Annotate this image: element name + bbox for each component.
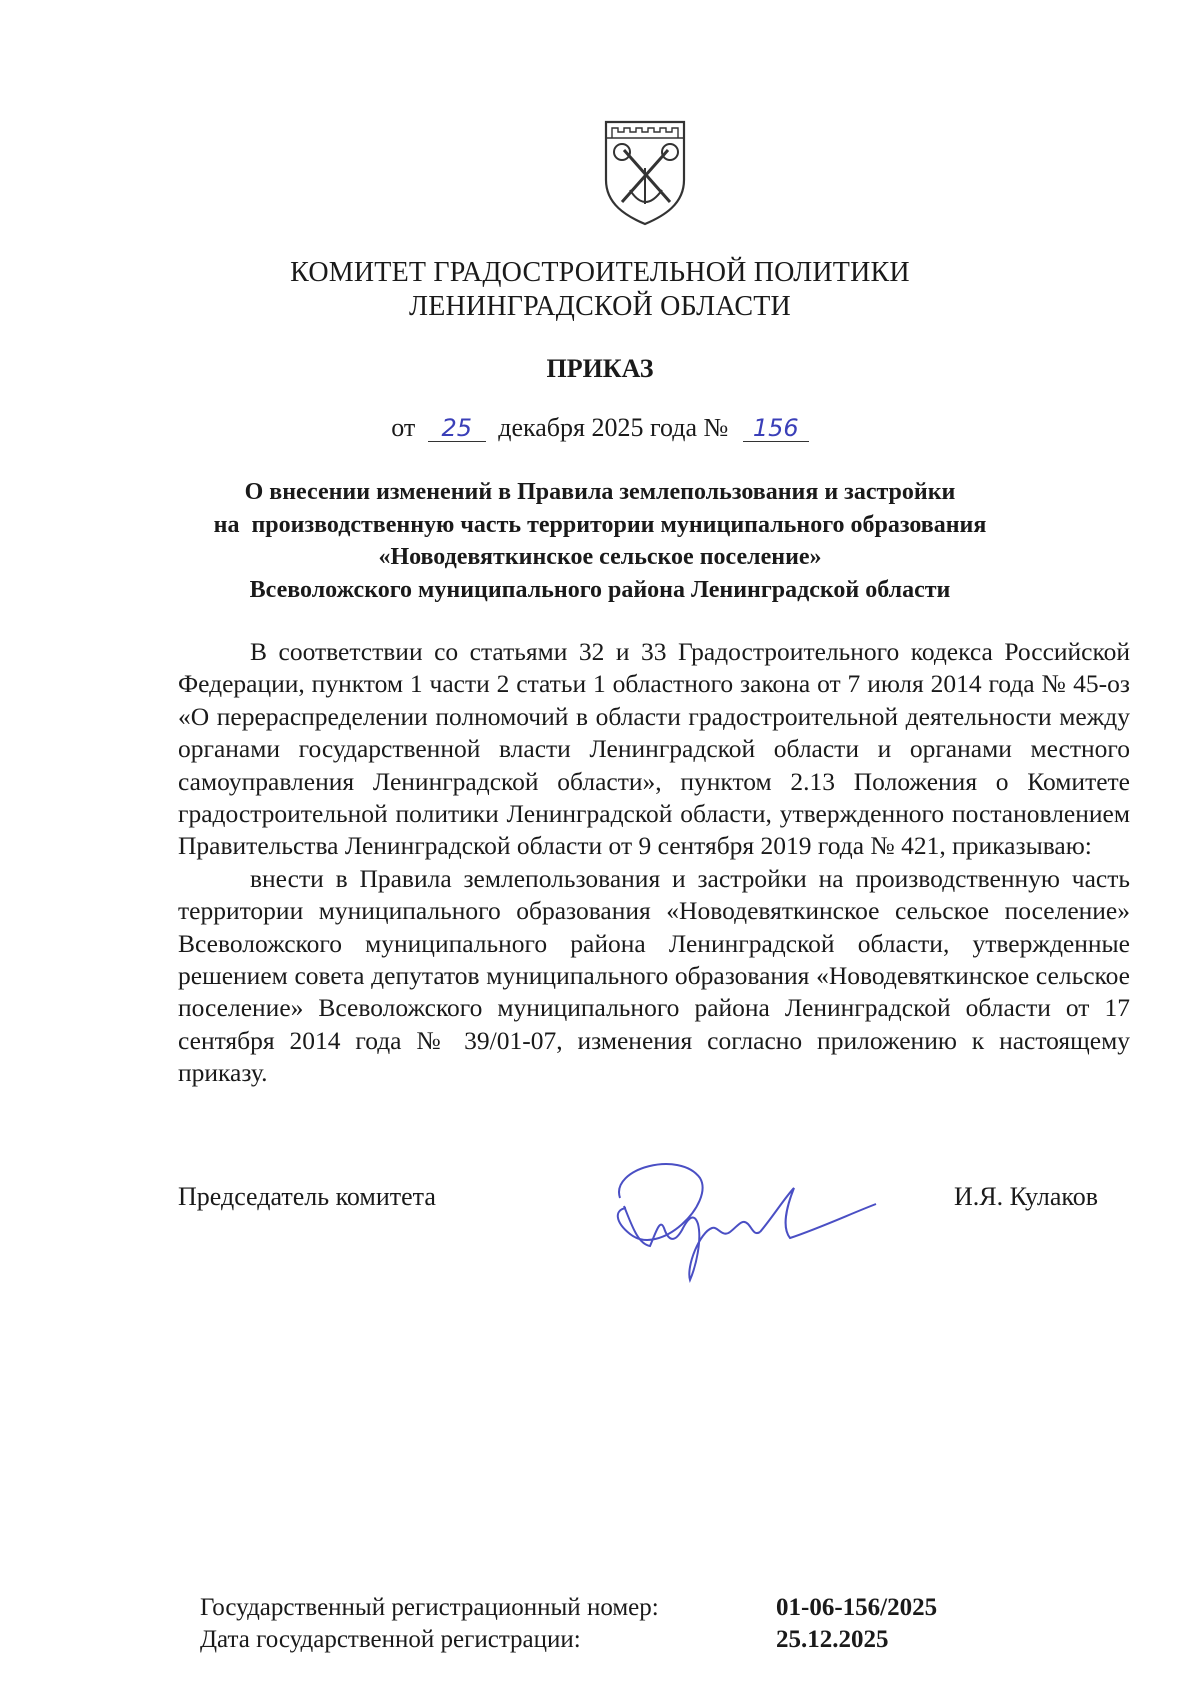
registration-number-label: Государственный регистрационный номер:	[200, 1594, 659, 1621]
document-type-title: ПРИКАЗ	[546, 354, 654, 383]
subject-line-3: «Новодевяткинское сельское поселение»	[378, 544, 822, 570]
registration-number-value: 01-06-156/2025	[776, 1594, 938, 1621]
body-paragraph-legal-basis: В соответствии со статьями 32 и 33 Градостроительного кодекса Российской Федерации, пунктом 1 части 2 статьи 1 областного закона от 7 июля 2014 года № 45-оз «О перераспределении полномочий в области градостроительной деятельности между органами государственной власти Ленинградской области и органами местного самоуправления Ленинградской области», пунктом 2.13 Положения о Комитете градостроительной политики Ленинградской области, утвержденного постановлением Правительства Ленинградской области от 9 сентября 2019 года № 421, приказываю:	[178, 637, 1130, 861]
handwritten-signature-icon	[590, 1148, 880, 1288]
document-subject	[0, 476, 1200, 606]
subject-line-2: на производственную часть территории муниципального образования	[213, 511, 987, 538]
handwritten-document-number: 156	[743, 415, 809, 442]
dateline-prefix: от	[391, 413, 416, 442]
registration-date-label: Дата государственной регистрации:	[200, 1626, 581, 1653]
handwritten-day: 25	[428, 415, 486, 442]
body-paragraph-order: внести в Правила землепользования и застройки на производственную часть территории муниципального образования «Новодевяткинское сельское поселение» Всеволожского муниципального района Ленинградской области, утвержденные решением совета депутатов муниципального образования «Новодевяткинское сельское поселение» Всеволожского муниципального района Ленинградской области от 17 сентября 2014 года № 39/01-07, изменения согласно приложению к настоящему приказу.	[178, 863, 1130, 1088]
document-body	[178, 636, 1130, 1090]
registration-date-value: 25.12.2025	[776, 1626, 889, 1653]
organization-name-line-2: ЛЕНИНГРАДСКОЙ ОБЛАСТИ	[409, 291, 791, 322]
coat-of-arms-icon	[600, 118, 690, 228]
document-dateline	[0, 413, 1200, 443]
registration-labels	[200, 1592, 659, 1656]
registration-values	[776, 1592, 937, 1656]
signatory-name: И.Я. Кулаков	[954, 1182, 1098, 1211]
dateline-month-year: декабря 2025 года №	[498, 413, 729, 442]
subject-line-4: Всеволожского муниципального района Ленинградской области	[249, 576, 951, 603]
organization-name-line-1: КОМИТЕТ ГРАДОСТРОИТЕЛЬНОЙ ПОЛИТИКИ	[290, 257, 910, 288]
signatory-position: Председатель комитета	[178, 1182, 436, 1211]
subject-line-1: О внесении изменений в Правила землепользования и застройки	[244, 479, 956, 505]
